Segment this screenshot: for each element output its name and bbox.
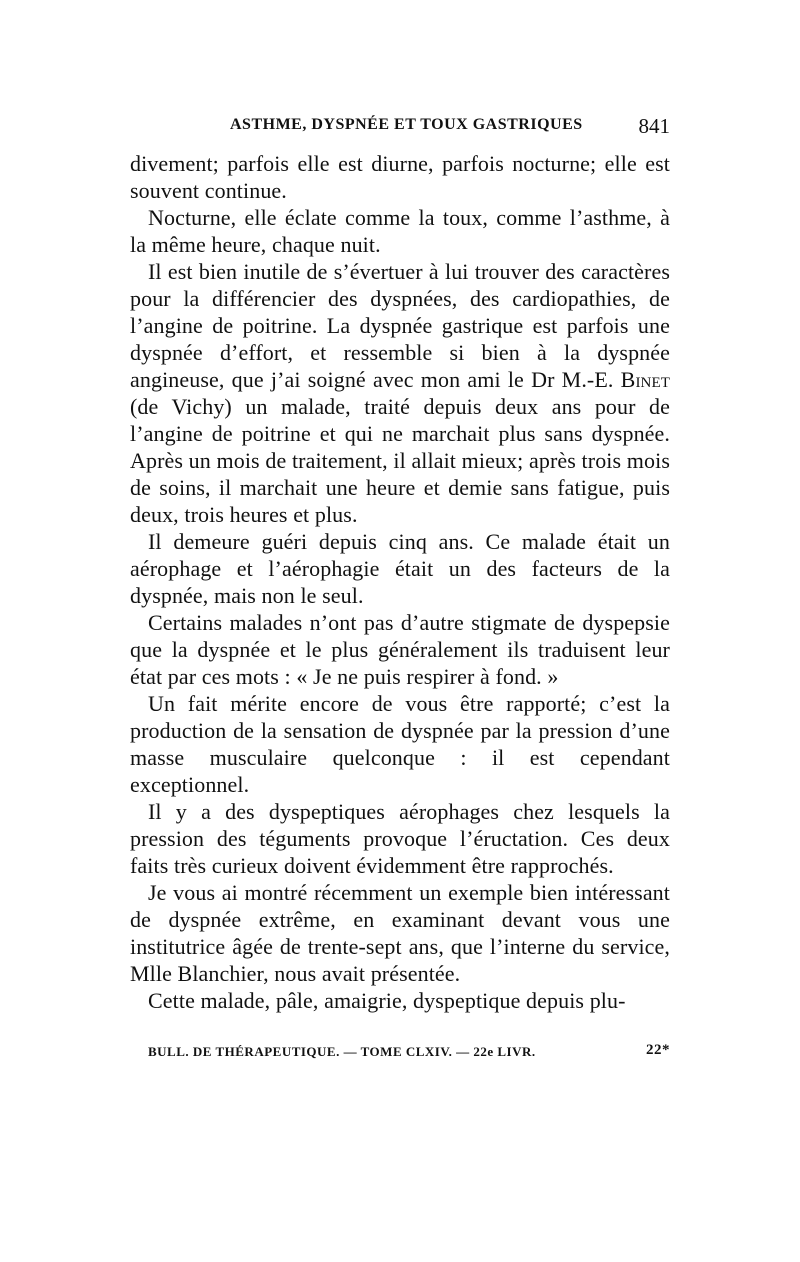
header-title: ASTHME, DYSPNÉE ET TOUX GASTRIQUES [230,116,583,133]
paragraph-3 [130,258,670,528]
paragraph-3-text: Il est bien inutile de s’évertuer à lui trouver des caractères pour la différencier des dyspnées, des cardiopathies, de l’angine de poitrine. La dyspnée gastrique est parfois une dyspnée d’effort, et ressemble si bien à la dyspnée angineuse, que j’ai soigné avec mon ami le Dr M.-E. [130,259,670,392]
running-header [130,116,670,140]
paragraph-7: Il y a des dyspeptiques aérophages chez lesquels la pression des téguments provoque l’éructation. Ces deux faits très curieux doivent évidemment être rapprochés. [130,799,670,878]
page-number: 841 [638,114,670,138]
author-name: Binet [620,367,670,392]
paragraph-3-rest: (de Vichy) un malade, traité depuis deux ans pour de l’angine de poitrine et qui ne marchait plus sans dyspnée. Après un mois de traitement, il allait mieux; après trois mois de soins, il marchait une heure et demie sans fatigue, puis deux, trois heures et plus. [130,394,670,527]
footer-citation: BULL. DE THÉRAPEUTIQUE. — TOME CLXIV. — 22e LIVR. [148,1044,536,1059]
paragraph-6: Un fait mérite encore de vous être rapporté; c’est la production de la sensation de dyspnée par la pression d’une masse musculaire quelconque : il est cependant exceptionnel. [130,691,670,797]
paragraph-2: Nocturne, elle éclate comme la toux, comme l’asthme, à la même heure, chaque nuit. [130,205,670,257]
paragraph-5: Certains malades n’ont pas d’autre stigmate de dyspepsie que la dyspnée et le plus généralement ils traduisent leur état par ces mots : « Je ne puis respirer à fond. » [130,610,670,689]
page-footer [148,1044,670,1064]
paragraph-4: Il demeure guéri depuis cinq ans. Ce malade était un aérophage et l’aérophagie était un des facteurs de la dyspnée, mais non le seul. [130,529,670,608]
paragraph-8: Je vous ai montré récemment un exemple bien intéressant de dyspnée extrême, en examinant devant vous une institutrice âgée de trente-sept ans, que l’interne du service, Mlle Blanchier, nous avait présentée. [130,880,670,986]
paragraph-1: divement; parfois elle est diurne, parfois nocturne; elle est souvent continue. [130,151,670,203]
body-text [130,150,670,1014]
paragraph-9: Cette malade, pâle, amaigrie, dyspeptique depuis plu- [148,988,626,1013]
footer-signature: 22* [646,1042,670,1058]
